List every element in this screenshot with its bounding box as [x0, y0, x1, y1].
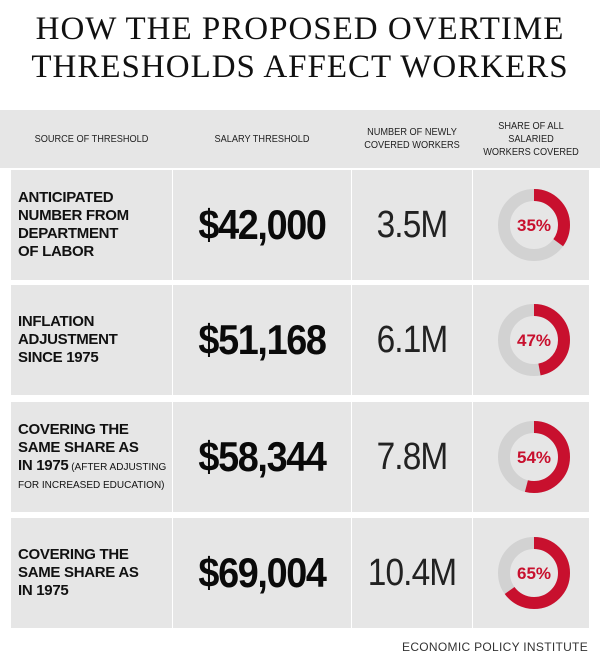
source-line: SAME SHARE AS: [18, 564, 139, 581]
share-donut: [496, 535, 572, 611]
source-line: IN 1975: [18, 457, 69, 474]
salary-threshold: $51,168: [198, 316, 326, 363]
share-donut: [496, 302, 572, 378]
chart-title: [0, 10, 600, 86]
title-line-2: THRESHOLDS AFFECT WORKERS: [31, 49, 569, 85]
share-percent-label: 35%: [516, 216, 552, 235]
threshold-source: [18, 402, 168, 512]
source-credit: ECONOMIC POLICY INSTITUTE: [402, 640, 588, 654]
share-percent-label: 54%: [516, 448, 552, 467]
newly-covered-workers: 7.8M: [376, 435, 448, 478]
salary-threshold: $42,000: [198, 201, 326, 248]
source-line: DEPARTMENT: [18, 225, 119, 242]
header-salary: SALARY THRESHOLD: [214, 133, 310, 145]
header-share: SHARE OF ALL SALARIED WORKERS COVERED: [483, 120, 579, 158]
source-line: ANTICIPATED: [18, 189, 114, 206]
source-line: NUMBER FROM: [18, 207, 129, 224]
table-row: [0, 170, 600, 280]
source-line: COVERING THE: [18, 546, 129, 563]
table-row: [0, 285, 600, 395]
table-row: [0, 518, 600, 628]
newly-covered-workers: 3.5M: [376, 203, 448, 246]
table-header: [0, 110, 600, 168]
share-percent-label: 65%: [516, 564, 552, 583]
source-line: INFLATION: [18, 313, 95, 330]
salary-threshold: $69,004: [198, 549, 326, 596]
source-line: SINCE 1975: [18, 349, 99, 366]
threshold-source: [18, 518, 168, 628]
threshold-source: [18, 285, 168, 395]
share-donut: [496, 419, 572, 495]
header-workers: NUMBER OF NEWLY COVERED WORKERS: [364, 127, 460, 151]
salary-threshold: $58,344: [198, 433, 326, 480]
header-source: SOURCE OF THRESHOLD: [34, 133, 149, 145]
newly-covered-workers: 10.4M: [367, 551, 457, 594]
share-percent-label: 47%: [516, 331, 552, 350]
source-line: IN 1975: [18, 582, 69, 599]
newly-covered-workers: 6.1M: [376, 318, 448, 361]
source-line: ADJUSTMENT: [18, 331, 118, 348]
share-donut: [496, 187, 572, 263]
source-note: (AFTER ADJUSTING FOR INCREASED EDUCATION): [18, 462, 167, 491]
threshold-source: [18, 170, 168, 280]
title-line-1: HOW THE PROPOSED OVERTIME: [35, 11, 565, 47]
source-line: SAME SHARE AS: [18, 439, 139, 456]
source-line: OF LABOR: [18, 243, 94, 260]
table-row: [0, 402, 600, 512]
source-line: COVERING THE: [18, 421, 129, 438]
